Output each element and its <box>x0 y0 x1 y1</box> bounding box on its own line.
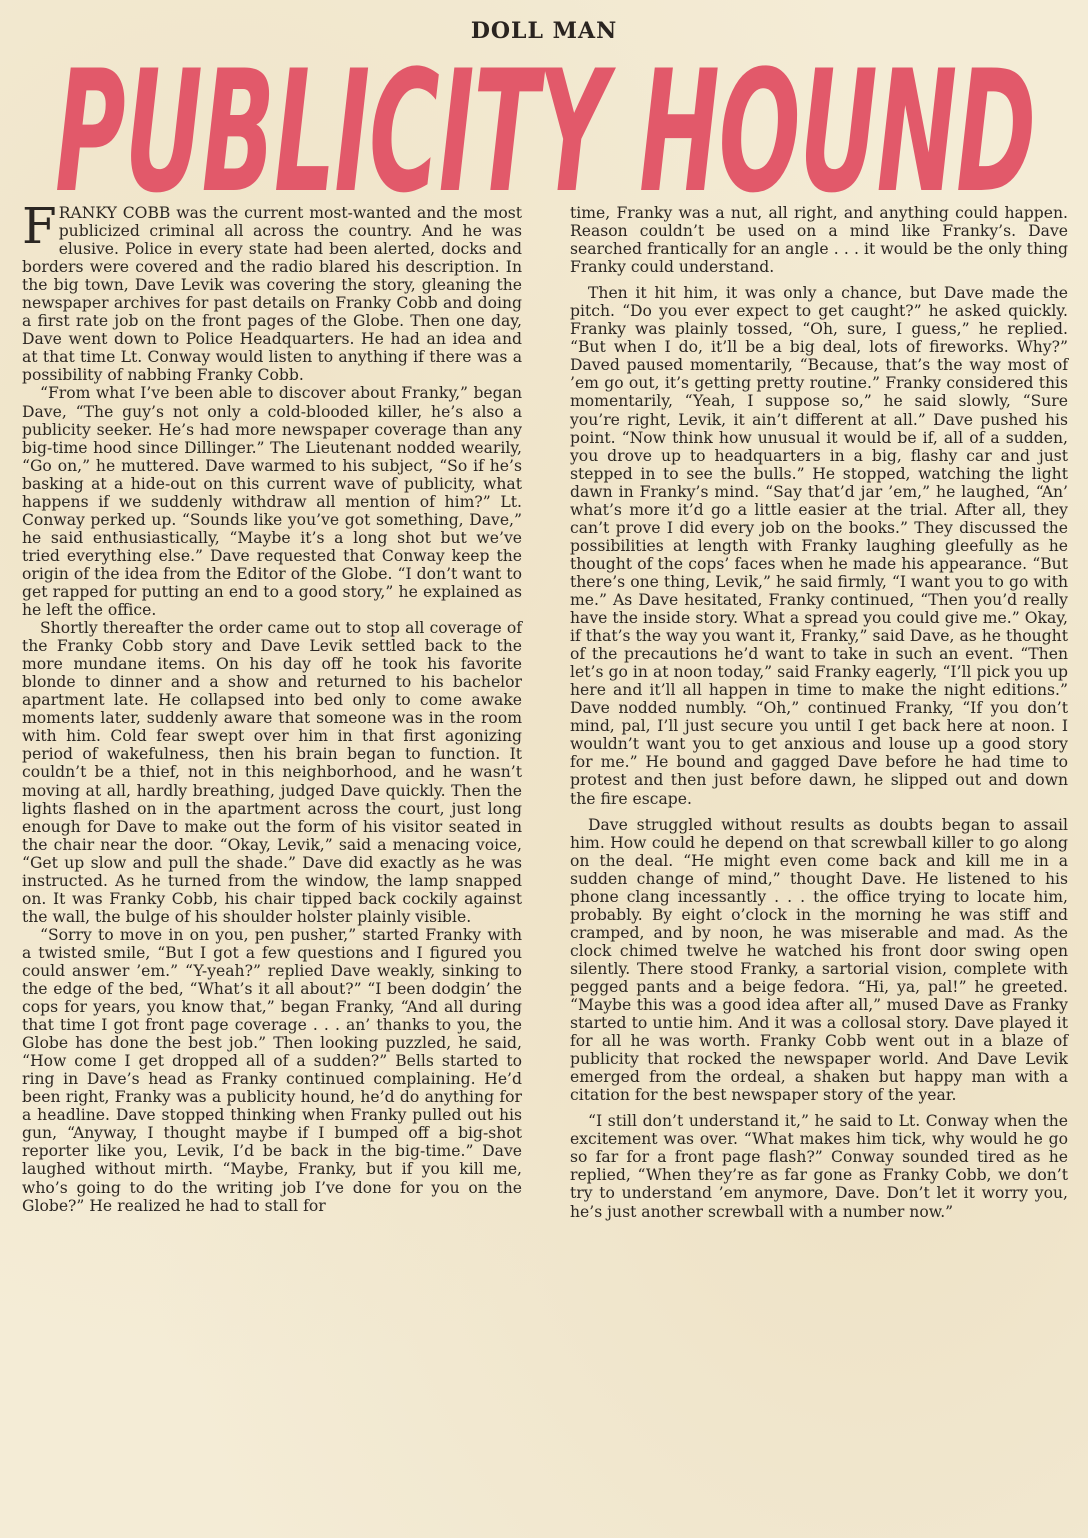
paragraph: Then it hit him, it was only a chance, but Dave made the pitch. “Do you ever expect to get caught?” he asked quickly. Franky was plainly tossed, “Oh, sure, I guess,” he replied. “But when I do, it’ll be a big deal, lots of fireworks. Why?” Daved paused momentarily, “Because, that’s the way most of ’em go out, it’s getting pretty routine.” Franky considered this momentarily, “Yeah, I suppose so,” he said slowly, “Sure you’re right, Levik, it ain’t different at all.” Dave pushed his point. “Now think how unusual it would be if, all of a sudden, you drove up to headquarters in a big, flashy car and just stepped in to see the bulls.” He stopped, watching the light dawn in Franky’s mind. “Say that’d jar ’em,” he laughed, “An’ what’s more it’d go a little easier at the trial. After all, they can’t prove I did every job on the books.” They discussed the possibilities at length with Franky laughing gleefully as he thought of the cops’ faces when he made his appearance. “But there’s one thing, Levik,” he said firmly, “I want you to go with me.” As Dave hesitated, Franky continued, “Then you’d really have the inside story. What a spread you could give me.” Okay, if that’s the way you want it, Franky,” said Dave, as he thought of the precautions he’d want to take in such an event. “Then let’s go in at noon today,” said Franky eagerly, “I’ll pick you up here and it’ll all happen in time to make the night editions.” Dave nodded numbly. “Oh,” continued Franky, “If you don’t mind, pal, I’ll just secure you until I get back here at noon. I wouldn’t want you to get anxious and louse up a good story for me.” He bound and gagged Dave before he had time to protest and then just before dawn, he slipped out and down the fire escape. <box>570 284 1068 808</box>
paragraph: time, Franky was a nut, all right, and anything could happen. Reason couldn’t be used on a mind like Franky’s. Dave searched frantically for an angle . . . it would be the only thing Franky could understand. <box>570 204 1068 277</box>
paragraph: “From what I’ve been able to discover about Franky,” began Dave, “The guy’s not only a cold-blooded killer, he’s also a publicity seeker. He’s had more newspaper coverage than any big-time hood since Dillinger.” The Lieutenant nodded wearily, “Go on,” he muttered. Dave warmed to his subject, “So if he’s basking at a hide-out on this current wave of publicity, what happens if we suddenly withdraw all mention of him?” Lt. Conway perked up. “Sounds like you’ve got something, Dave,” he said enthusiastically, “Maybe it’s a long shot but we’ve tried everything else.” Dave requested that Conway keep the origin of the idea from the Editor of the Globe. “I don’t want to get rapped for putting an end to a good story,” he explained as he left the office. <box>22 384 522 620</box>
series-title: DOLL MAN <box>470 18 618 44</box>
paragraph: “I still don’t understand it,” he said to Lt. Conway when the excitement was over. “What makes him tick, why would he go so far for a front page flash?” Conway sounded tired as he replied, “When they’re as far gone as Franky Cobb, we don’t try to understand ’em anymore, Dave. Don’t let it worry you, he’s just another screwball with a number now.” <box>570 1112 1068 1221</box>
paragraph: Shortly thereafter the order came out to stop all coverage of the Franky Cobb story and Dave Levik settled back to the more mundane items. On his day off he took his favorite blonde to dinner and a show and returned to his bachelor apartment late. He collapsed into bed only to come awake moments later, suddenly aware that someone was in the room with him. Cold fear swept over him in that first agonizing period of wakefulness, then his brain began to function. It couldn’t be a thief, not in this neighborhood, and he wasn’t moving at all, hardly breathing, judged Dave quickly. Then the lights flashed on in the apartment across the court, just long enough for Dave to make out the form of his visitor seated in the chair near the door. “Okay, Levik,” said a menacing voice, “Get up slow and pull the shade.” Dave did exactly as he was instructed. As he turned from the window, the lamp snapped on. It was Franky Cobb, his chair tipped back cockily against the wall, the bulge of his shoulder holster plainly visible. <box>22 619 522 926</box>
drop-cap: F <box>22 197 57 255</box>
paragraph: Dave struggled without results as doubts began to assail him. How could he depend on that screwball killer to go along on the deal. “He might even come back and kill me in a sudden change of mind,” thought Dave. He listened to his phone clang incessantly . . . the office trying to locate him, probably. By eight o’clock in the morning he was stiff and cramped, and by noon, he was miserable and mad. As the clock chimed twelve he watched his front door swing open silently. There stood Franky, a sartorial vision, complete with pegged pants and a beige fedora. “Hi, ya, pal!” he greeted. “Maybe this was a good idea after all,” mused Dave as Franky started to untie him. And it was a collosal story. Dave played it for all he was worth. Franky Cobb went out in a blaze of publicity that rocked the newspaper world. And Dave Levik emerged from the ordeal, a shaken but happy man with a citation for the best newspaper story of the year. <box>570 815 1068 1105</box>
text-column-right <box>570 204 1068 1221</box>
title-graphic <box>50 40 1040 210</box>
paragraph: “Sorry to move in on you, pen pusher,” started Franky with a twisted smile, “But I got a few questions and I figured you could answer ’em.” “Y-yeah?” replied Dave weakly, sinking to the edge of the bed, “What’s it all about?” “I been dodgin’ the cops for years, you know that,” began Franky, “And all during that time I got front page coverage . . . an’ thanks to you, the Globe has done the best job.” Then looking puzzled, he said, “How come I get dropped all of a sudden?” Bells started to ring in Dave’s head as Franky continued complaining. He’d been right, Franky was a publicity hound, he’d do anything for a headline. Dave stopped thinking when Franky pulled out his gun, “Anyway, I thought maybe if I bumped off a big-shot reporter like you, Levik, I’d be back in the big-time.” Dave laughed without mirth. “Maybe, Franky, but if you kill me, who’s going to do the writing job I’ve done for you on the Globe?” He realized he had to stall for <box>22 925 522 1215</box>
paragraph <box>22 197 522 385</box>
text-column-left <box>22 197 522 1215</box>
paragraph-text: RANKY COBB was the current most-wanted and the most publicized criminal all across the country. And he was elusive. Police in every state had been alerted, docks and borders were covered and the radio blared his description. In the big town, Dave Levik was covering the story, gleaning the newspaper archives for past details on Franky Cobb and doing a first rate job on the front pages of the Globe. Then one day, Dave went down to Police Headquarters. He had an idea and at that time Lt. Conway would listen to anything if there was a possibility of nabbing Franky Cobb. <box>22 204 522 385</box>
story-title <box>50 40 1040 210</box>
title-text: PUBLICITY HOUND <box>55 40 1035 210</box>
